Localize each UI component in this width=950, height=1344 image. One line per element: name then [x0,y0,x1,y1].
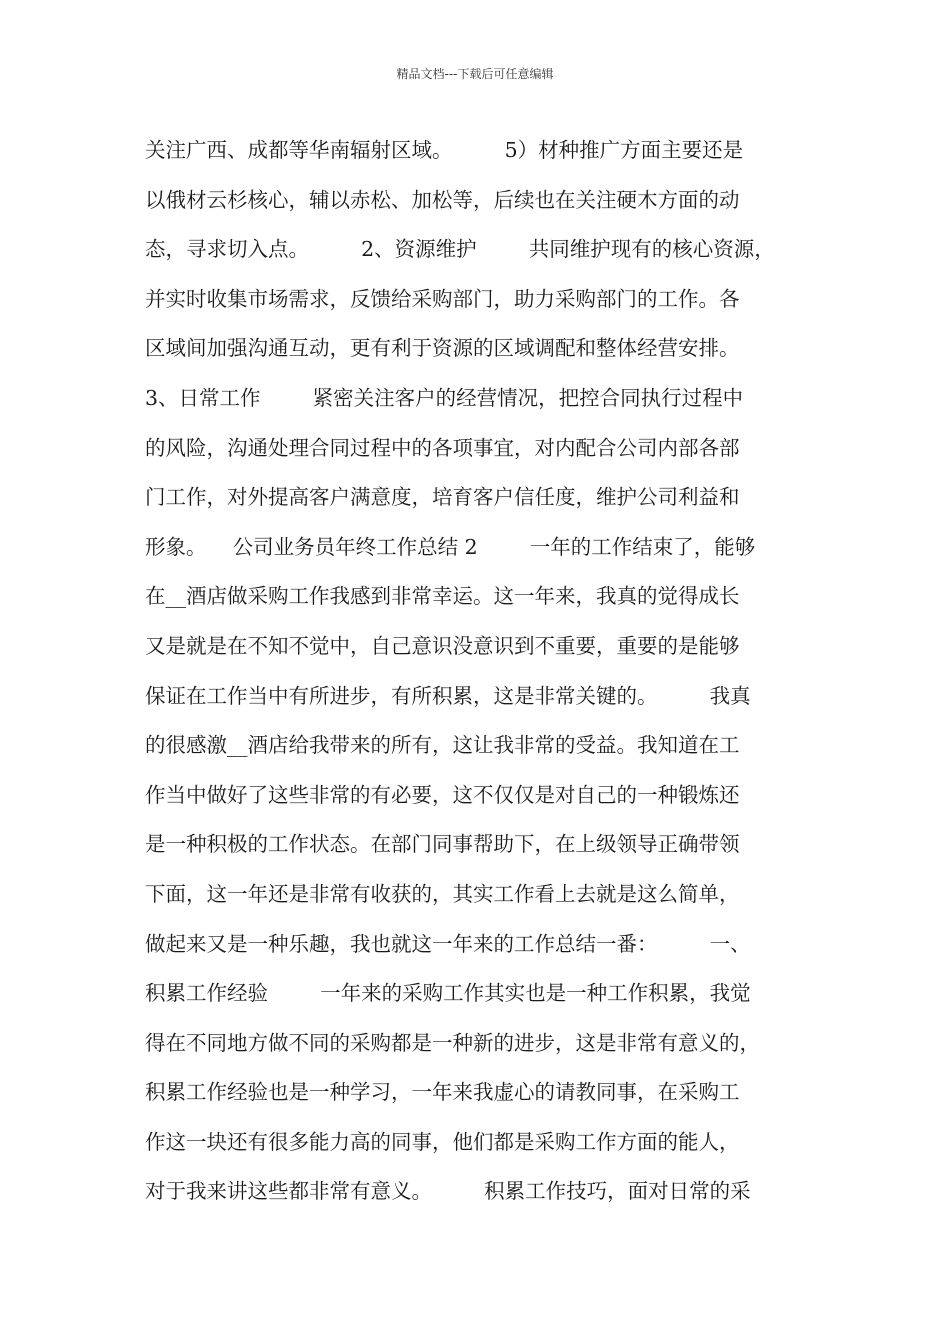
text-line: 关注广西、成都等华南辐射区域。 5）材种推广方面主要还是 [145,138,744,162]
text-line: 作当中做好了这些非常的有必要，这不仅仅是对自己的一种锻炼还 [145,782,740,807]
text-line: 并实时收集市场需求，反馈给采购部门，助力采购部门的工作。各 [145,286,740,311]
text-line: 得在不同地方做不同的采购都是一种新的进步，这是非常有意义的， [145,1030,760,1055]
text-line: 对于我来讲这些都非常有意义。 积累工作技巧，面对日常的采 [145,1179,751,1204]
text-line: 的很感激__酒店给我带来的所有，这让我非常的受益。我知道在工 [145,733,740,758]
page-header: 精品文档---下载后可任意编辑 [396,67,554,81]
text-line: 态，寻求切入点。 2、资源维护 共同维护现有的核心资源， [145,237,775,262]
text-line: 形象。 公司业务员年终工作总结 2 一年的工作结束了，能够 [145,534,756,559]
text-line: 的风险，沟通处理合同过程中的各项事宜，对内配合公司内部各部 [145,435,740,460]
text-line: 做起来又是一种乐趣，我也就这一年来的工作总结一番： 一、 [145,931,751,956]
document-body [145,126,825,1217]
text-line: 在__酒店做采购工作我感到非常幸运。这一年来，我真的觉得成长 [145,584,740,609]
text-line: 是一种积极的工作状态。在部门同事帮助下，在上级领导正确带领 [145,832,740,857]
text-line: 保证在工作当中有所进步，有所积累，这是非常关键的。 我真 [145,683,751,708]
text-line: 积累工作经验也是一种学习，一年来我虚心的请教同事，在采购工 [145,1080,740,1105]
text-line: 下面，这一年还是非常有收获的，其实工作看上去就是这么简单， [145,881,740,906]
text-line: 以俄材云杉核心，辅以赤松、加松等，后续也在关注硬木方面的动 [145,187,740,212]
text-line: 又是就是在不知不觉中，自己意识没意识到不重要，重要的是能够 [145,633,740,658]
text-line: 积累工作经验 一年来的采购工作其实也是一种工作积累，我觉 [145,981,751,1006]
text-line: 门工作，对外提高客户满意度，培育客户信任度，维护公司利益和 [145,485,740,510]
text-line: 区域间加强沟通互动，更有利于资源的区域调配和整体经营安排。 [145,336,740,361]
text-line: 3、日常工作 紧密关注客户的经营情况，把控合同执行过程中 [145,385,744,410]
text-line: 作这一块还有很多能力高的同事，他们都是采购工作方面的能人， [145,1129,740,1154]
